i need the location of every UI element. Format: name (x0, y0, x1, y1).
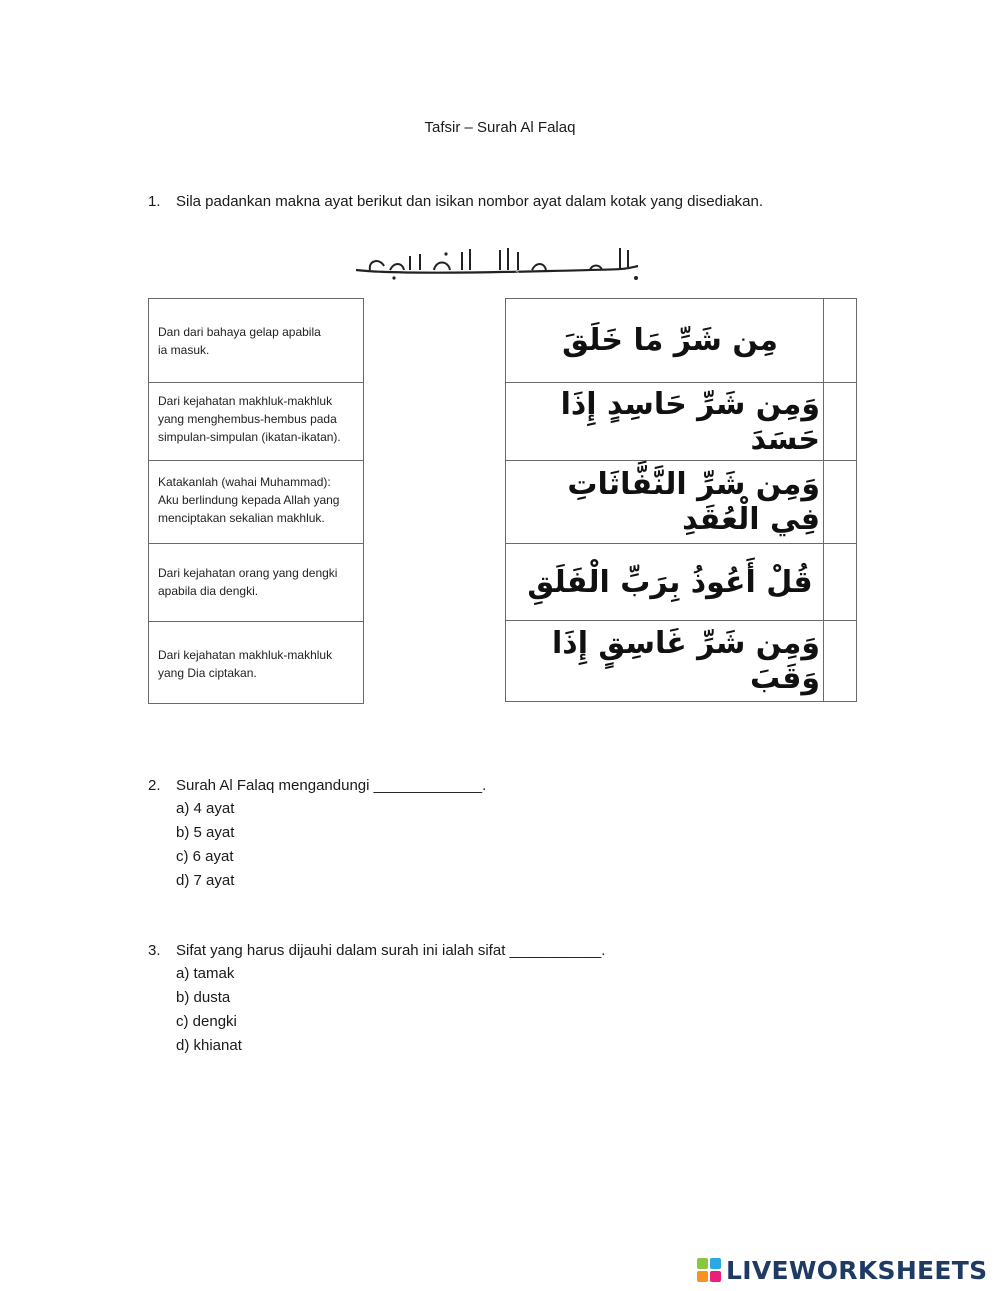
meaning-line: apabila dia dengki. (158, 584, 259, 598)
option-a[interactable]: a) 4 ayat (176, 800, 235, 817)
basmalah-text: بِسْمِ اللَّهِ الرَّحْمَٰنِ الرَّحِيمِ (452, 275, 544, 285)
option-d[interactable]: d) 7 ayat (176, 872, 235, 889)
meaning-line: Dan dari bahaya gelap apabila (158, 325, 321, 339)
meaning-row-3 (149, 461, 363, 544)
option-c[interactable]: c) dengki (176, 1013, 237, 1030)
meaning-line: simpulan-simpulan (ikatan-ikatan). (158, 430, 341, 444)
basmalah-image (350, 240, 646, 286)
meaning-line: menciptakan sekalian makhluk. (158, 511, 325, 525)
meaning-row-5 (149, 622, 363, 703)
answer-box-2[interactable] (823, 383, 856, 460)
question-2 (148, 777, 486, 794)
liveworksheets-logo (697, 1255, 987, 1285)
basmalah-calligraphy (350, 240, 646, 286)
meaning-row-4 (149, 544, 363, 622)
option-b[interactable]: b) dusta (176, 989, 231, 1006)
option-a[interactable]: a) tamak (176, 965, 235, 982)
option-b[interactable]: b) 5 ayat (176, 824, 235, 841)
answer-box-5[interactable] (823, 621, 856, 701)
arabic-verse: وَمِن شَرِّ غَاسِقٍ إِذَا وَقَبَ (552, 626, 820, 696)
logo-square-2 (710, 1258, 721, 1269)
meaning-line: ia masuk. (158, 343, 210, 357)
question-text: Sifat yang harus dijauhi dalam surah ini ialah sifat ___________. (176, 942, 606, 959)
meaning-line: Dari kejahatan makhluk-makhluk (158, 394, 333, 408)
logo-square-4 (710, 1271, 721, 1282)
verse-row-5 (506, 621, 856, 701)
meaning-line: yang menghembus-hembus pada (158, 412, 337, 426)
brand-name: LIVEWORKSHEETS (726, 1255, 988, 1285)
question-text: Sila padankan makna ayat berikut dan isikan nombor ayat dalam kotak yang disediakan. (176, 193, 764, 210)
question-3 (148, 942, 605, 959)
question-number: 1. (148, 193, 161, 210)
answer-box-4[interactable] (823, 544, 856, 620)
logo-square-3 (697, 1271, 708, 1282)
meaning-line: Aku berlindung kepada Allah yang (158, 493, 340, 507)
verse-row-2 (506, 383, 856, 461)
arabic-verse: مِن شَرِّ مَا خَلَقَ (562, 323, 778, 358)
logo-square-1 (697, 1258, 708, 1269)
verses-table (505, 298, 857, 702)
verse-row-3 (506, 461, 856, 544)
verse-row-1 (506, 299, 856, 383)
meanings-table (148, 298, 364, 704)
question-2-options (176, 797, 234, 893)
answer-box-1[interactable] (823, 299, 856, 382)
meaning-row-2 (149, 383, 363, 461)
logo-icon (697, 1258, 721, 1282)
verse-row-4 (506, 544, 856, 621)
arabic-verse: وَمِن شَرِّ حَاسِدٍ إِذَا حَسَدَ (560, 386, 820, 457)
meaning-row-1 (149, 299, 363, 383)
meaning-line: yang Dia ciptakan. (158, 666, 257, 680)
meaning-line: Dari kejahatan makhluk-makhluk (158, 648, 333, 662)
question-number: 2. (148, 777, 161, 794)
arabic-verse: وَمِن شَرِّ النَّفَّاثَاتِ فِي الْعُقَدِ (567, 467, 820, 537)
question-1 (148, 193, 763, 210)
meaning-line: Dari kejahatan orang yang dengki (158, 566, 338, 580)
answer-box-3[interactable] (823, 461, 856, 543)
option-c[interactable]: c) 6 ayat (176, 848, 234, 865)
question-number: 3. (148, 942, 161, 959)
meaning-line: Katakanlah (wahai Muhammad): (158, 475, 331, 489)
page-title: Tafsir – Surah Al Falaq (424, 119, 576, 136)
question-3-options (176, 962, 242, 1058)
option-d[interactable]: d) khianat (176, 1037, 242, 1054)
question-text: Surah Al Falaq mengandungi _____________. (176, 777, 487, 794)
arabic-verse: قُلْ أَعُوذُ بِرَبِّ الْفَلَقِ (527, 564, 813, 600)
